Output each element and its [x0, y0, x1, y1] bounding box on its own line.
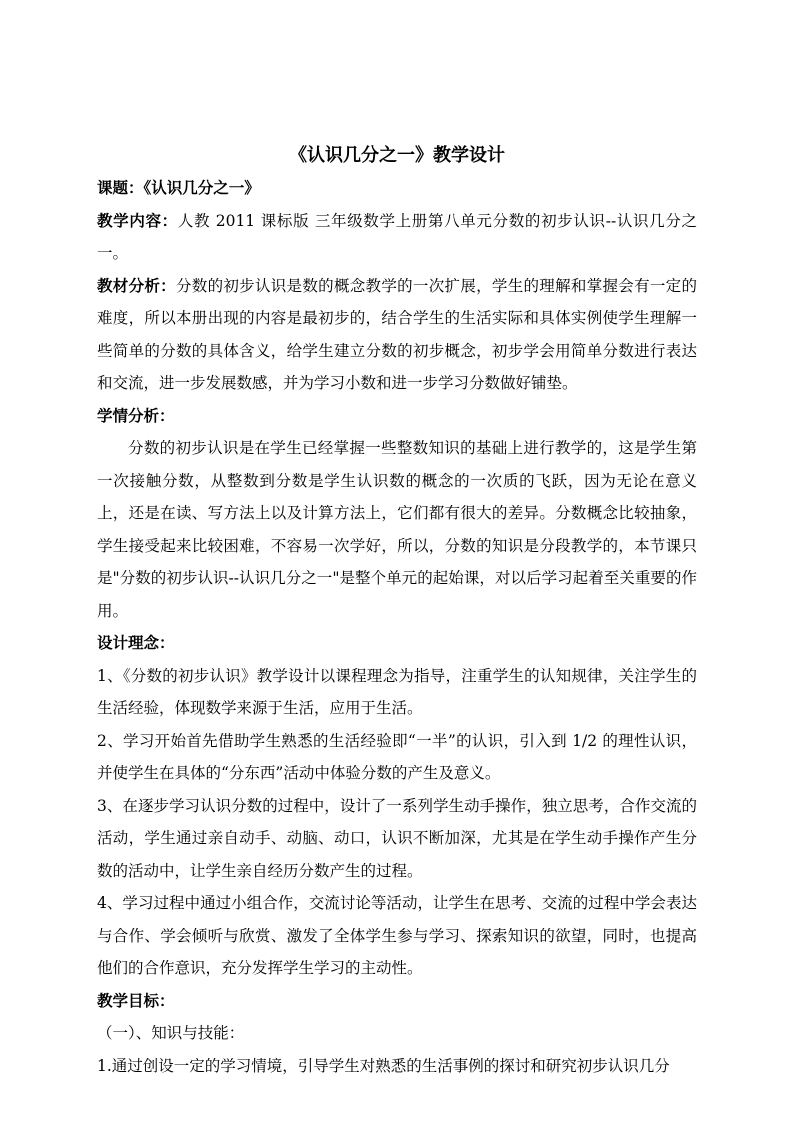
teaching-goals-subheading: （一）、知识与技能： [97, 1024, 245, 1042]
textbook-analysis [97, 270, 697, 400]
textbook-analysis-label: 教材分析： [97, 275, 176, 295]
lesson-topic-value: 《认识几分之一》 [143, 178, 260, 197]
student-analysis-heading: 学情分析： [97, 405, 175, 425]
design-concept-item-2: 2、学习开始首先借助学生熟悉的生活经验即“一半”的认识，引入到 1/2 的理性认识，并使学生在具体的“分东西”活动中体验分数的产生及意义。 [97, 731, 697, 782]
teaching-content-label: 教学内容： [97, 210, 178, 230]
design-concept-item-4: 4、学习过程中通过小组合作，交流讨论等活动，让学生在思考、交流的过程中学会表达与合作、学会倾听与欣赏、激发了全体学生参与学习、探索知识的欲望，同时，也提高他们的合作意识，充分发挥学生学习的主动性。 [97, 894, 697, 977]
teaching-content-text: 人教 2011 课标版 三年级数学上册第八单元分数的初步认识--认识几分之一。 [97, 211, 697, 262]
teaching-content [97, 205, 697, 270]
teaching-goals-heading: 教学目标： [97, 990, 175, 1010]
document-title: 《认识几分之一》教学设计 [289, 145, 505, 166]
document-page [97, 140, 697, 1082]
design-concept-item-3: 3、在逐步学习认识分数的过程中，设计了一系列学生动手操作，独立思考，合作交流的活动，学生通过亲自动手、动脑、动口，认识不断加深，尤其是在学生动手操作产生分数的活动中，让学生亲自经历分数产生的过程。 [97, 796, 697, 880]
textbook-analysis-text: 分数的初步认识是数的概念教学的一次扩展，学生的理解和掌握会有一定的难度，所以本册出现的内容是最初步的，结合学生的生活实际和具体实例使学生理解一些简单的分数的具体含义，给学生建立分数的初步概念，初步学会用简单分数进行表达和交流，进一步发展数感，并为学习小数和进一步学习分数做好铺垫。 [97, 276, 697, 392]
teaching-goals-item-1: 1.通过创设一定的学习情境，引导学生对熟悉的生活事例的探讨和研究初步认识几分 [97, 1056, 670, 1075]
design-concept-item-1: 1、《分数的初步认识》教学设计以课程理念为指导，注重学生的认知规律，关注学生的生活经验，体现数学来源于生活，应用于生活。 [97, 666, 697, 717]
lesson-topic [97, 172, 697, 205]
lesson-topic-label: 课题： [97, 178, 144, 197]
design-concept-heading: 设计理念： [97, 633, 175, 652]
student-analysis-text: 分数的初步认识是在学生已经掌握一些整数知识的基础上进行教学的，这是学生第一次接触分数，从整数到分数是学生认识数的概念的一次质的飞跃，因为无论在意义上，还是在读、写方法上以及计算方法上，它们都有很大的差异。分数概念比较抽象，学生接受起来比较困难，不容易一次学好，所以，分数的知识是分段教学的，本节课只是"分数的初步认识--认识几分之一"是整个单元的起始课，对以后学习起着至关重要的作用。 [97, 439, 697, 620]
